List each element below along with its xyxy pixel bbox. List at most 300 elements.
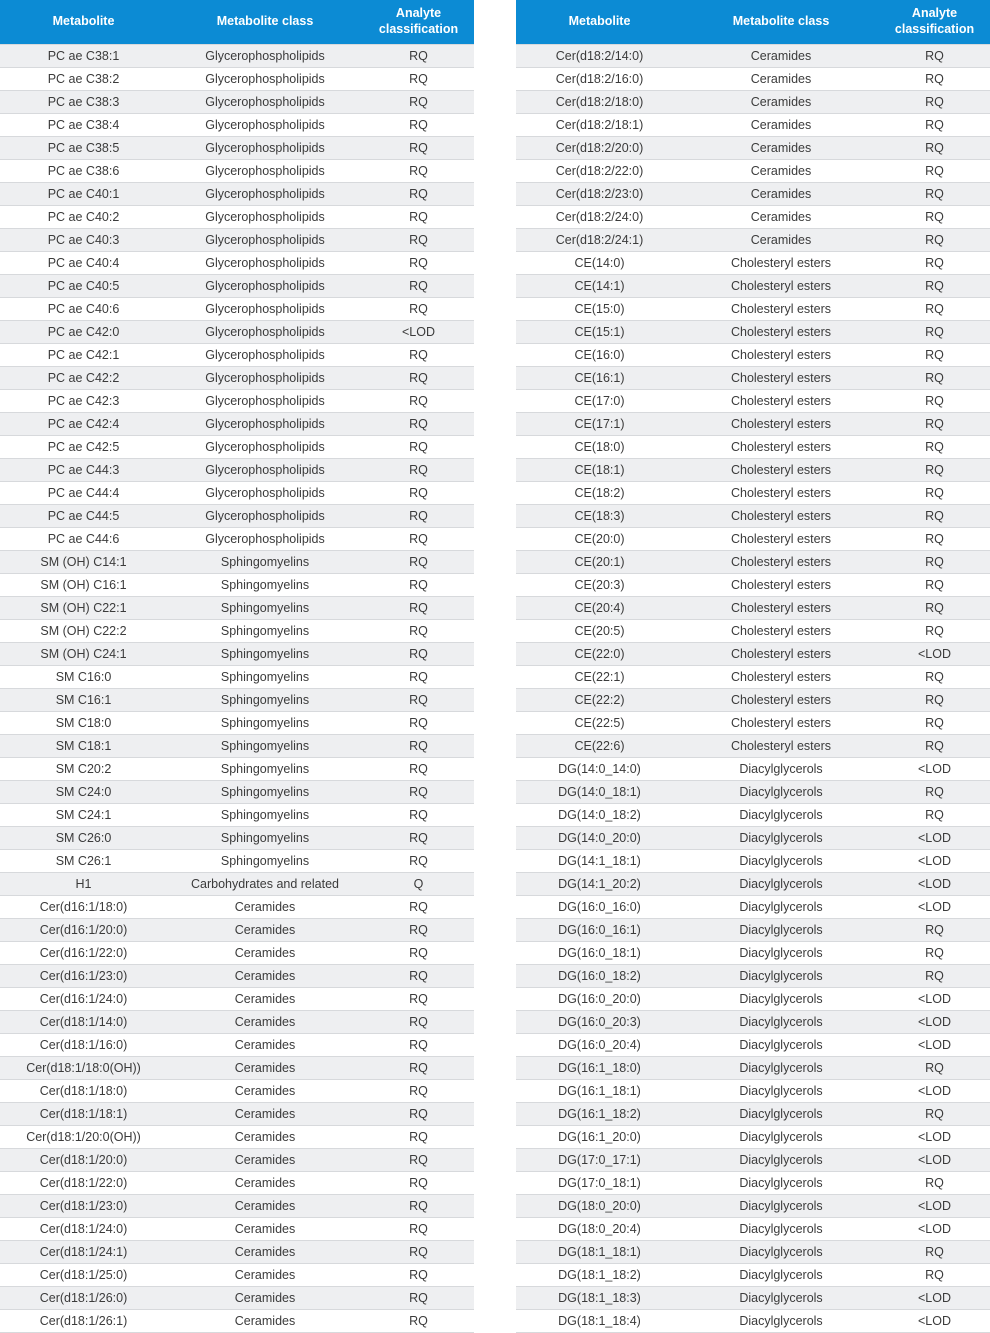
cell-analyte-classification: RQ [363,780,474,803]
cell-metabolite-class: Ceramides [167,964,363,987]
cell-metabolite-class: Cholesteryl esters [683,527,879,550]
cell-metabolite-class: Sphingomyelins [167,596,363,619]
table-row [0,251,474,274]
cell-metabolite: Cer(d18:1/26:0) [0,1286,167,1309]
table-row [0,596,474,619]
analyte-line-2: classification [378,21,459,36]
cell-metabolite: CE(18:3) [516,504,683,527]
table-row [0,1010,474,1033]
cell-metabolite-class: Glycerophospholipids [167,481,363,504]
table-row [0,44,474,67]
table-row [516,458,990,481]
cell-metabolite: PC ae C44:6 [0,527,167,550]
cell-metabolite-class: Sphingomyelins [167,665,363,688]
table-row [516,918,990,941]
cell-analyte-classification: RQ [363,343,474,366]
cell-metabolite-class: Ceramides [167,1194,363,1217]
cell-metabolite-class: Ceramides [167,1010,363,1033]
cell-analyte-classification: RQ [363,274,474,297]
table-row [0,228,474,251]
cell-analyte-classification: RQ [879,711,990,734]
table-row [0,711,474,734]
cell-metabolite-class: Sphingomyelins [167,642,363,665]
table-row [516,182,990,205]
cell-metabolite-class: Ceramides [167,1309,363,1332]
cell-metabolite: CE(22:5) [516,711,683,734]
cell-analyte-classification: <LOD [879,1079,990,1102]
cell-metabolite: CE(22:1) [516,665,683,688]
cell-metabolite: SM (OH) C22:1 [0,596,167,619]
cell-metabolite-class: Diacylglycerols [683,1171,879,1194]
cell-analyte-classification: <LOD [879,849,990,872]
cell-metabolite: Cer(d16:1/18:0) [0,895,167,918]
table-row [516,113,990,136]
table-row [516,343,990,366]
cell-metabolite-class: Glycerophospholipids [167,251,363,274]
cell-metabolite-class: Cholesteryl esters [683,297,879,320]
table-row [0,458,474,481]
cell-metabolite: Cer(d18:2/18:1) [516,113,683,136]
column-header-analyte-classification [363,0,474,44]
cell-metabolite-class: Cholesteryl esters [683,366,879,389]
cell-metabolite-class: Glycerophospholipids [167,320,363,343]
cell-analyte-classification: RQ [363,1171,474,1194]
cell-metabolite: CE(16:0) [516,343,683,366]
cell-metabolite: PC ae C44:5 [0,504,167,527]
cell-metabolite: DG(14:0_20:0) [516,826,683,849]
table-row [516,849,990,872]
table-row [516,987,990,1010]
cell-analyte-classification: RQ [363,504,474,527]
table-row [0,1194,474,1217]
cell-analyte-classification: RQ [363,251,474,274]
cell-analyte-classification: RQ [363,573,474,596]
cell-metabolite: Cer(d18:2/23:0) [516,182,683,205]
cell-metabolite: DG(16:1_20:0) [516,1125,683,1148]
cell-metabolite: Cer(d18:2/18:0) [516,90,683,113]
cell-metabolite: Cer(d18:1/23:0) [0,1194,167,1217]
analyte-line-1: Analyte [395,6,442,21]
cell-analyte-classification: RQ [879,228,990,251]
cell-analyte-classification: RQ [879,205,990,228]
cell-metabolite: DG(16:0_18:2) [516,964,683,987]
table-row [516,366,990,389]
cell-metabolite: CE(22:6) [516,734,683,757]
cell-metabolite: Cer(d16:1/23:0) [0,964,167,987]
cell-metabolite: PC ae C38:6 [0,159,167,182]
cell-metabolite: DG(18:1_18:3) [516,1286,683,1309]
left-table-wrapper [0,0,474,1333]
table-row [516,895,990,918]
cell-metabolite: Cer(d18:2/20:0) [516,136,683,159]
table-row [0,1217,474,1240]
cell-metabolite: PC ae C40:2 [0,205,167,228]
cell-analyte-classification: RQ [363,895,474,918]
cell-analyte-classification: RQ [879,435,990,458]
table-header-left [0,0,474,44]
cell-analyte-classification: RQ [879,297,990,320]
table-row [0,412,474,435]
cell-metabolite-class: Cholesteryl esters [683,458,879,481]
cell-metabolite-class: Diacylglycerols [683,1033,879,1056]
cell-metabolite: DG(14:0_18:2) [516,803,683,826]
table-row [0,1263,474,1286]
cell-metabolite: PC ae C38:4 [0,113,167,136]
cell-metabolite-class: Sphingomyelins [167,711,363,734]
table-row [516,504,990,527]
table-row [0,849,474,872]
table-header-right [516,0,990,44]
cell-metabolite-class: Glycerophospholipids [167,274,363,297]
cell-analyte-classification: RQ [879,1102,990,1125]
table-row [516,665,990,688]
cell-analyte-classification: RQ [879,182,990,205]
table-row [0,1125,474,1148]
cell-metabolite-class: Sphingomyelins [167,688,363,711]
cell-analyte-classification: RQ [363,1079,474,1102]
cell-analyte-classification: RQ [879,918,990,941]
cell-metabolite: PC ae C38:2 [0,67,167,90]
cell-analyte-classification: RQ [879,504,990,527]
cell-metabolite: CE(22:0) [516,642,683,665]
cell-metabolite: PC ae C42:5 [0,435,167,458]
cell-metabolite: SM C24:1 [0,803,167,826]
cell-analyte-classification: Q [363,872,474,895]
cell-analyte-classification: RQ [363,389,474,412]
table-row [516,67,990,90]
table-row [0,182,474,205]
cell-metabolite: DG(16:0_20:3) [516,1010,683,1033]
cell-metabolite-class: Glycerophospholipids [167,343,363,366]
cell-metabolite-class: Ceramides [683,44,879,67]
cell-metabolite-class: Ceramides [167,1171,363,1194]
table-row [0,1240,474,1263]
cell-metabolite-class: Diacylglycerols [683,780,879,803]
table-row [0,642,474,665]
table-row [0,826,474,849]
cell-metabolite: SM C16:1 [0,688,167,711]
table-row [516,550,990,573]
cell-metabolite-class: Glycerophospholipids [167,297,363,320]
cell-metabolite: SM (OH) C14:1 [0,550,167,573]
cell-metabolite: DG(16:1_18:1) [516,1079,683,1102]
cell-analyte-classification: RQ [879,688,990,711]
column-header-metabolite: Metabolite [516,0,683,44]
cell-metabolite: CE(17:0) [516,389,683,412]
table-row [0,665,474,688]
table-row [516,573,990,596]
table-row [0,941,474,964]
cell-metabolite: PC ae C38:5 [0,136,167,159]
table-row [0,159,474,182]
cell-metabolite: PC ae C44:3 [0,458,167,481]
cell-analyte-classification: <LOD [879,895,990,918]
column-header-metabolite: Metabolite [0,0,167,44]
cell-metabolite-class: Glycerophospholipids [167,67,363,90]
cell-metabolite-class: Ceramides [167,987,363,1010]
cell-metabolite-class: Cholesteryl esters [683,642,879,665]
table-row [516,1033,990,1056]
cell-analyte-classification: RQ [363,734,474,757]
cell-metabolite: Cer(d18:1/24:1) [0,1240,167,1263]
table-row [516,44,990,67]
cell-metabolite-class: Diacylglycerols [683,987,879,1010]
cell-metabolite-class: Cholesteryl esters [683,343,879,366]
cell-metabolite: DG(14:1_18:1) [516,849,683,872]
cell-metabolite: SM (OH) C16:1 [0,573,167,596]
table-row [516,274,990,297]
cell-analyte-classification: RQ [879,1171,990,1194]
cell-analyte-classification: RQ [363,481,474,504]
cell-metabolite: CE(18:0) [516,435,683,458]
table-row [0,734,474,757]
cell-analyte-classification: RQ [363,711,474,734]
cell-metabolite-class: Cholesteryl esters [683,389,879,412]
cell-analyte-classification: RQ [363,412,474,435]
cell-analyte-classification: RQ [879,527,990,550]
cell-analyte-classification: <LOD [879,1309,990,1332]
cell-metabolite: Cer(d18:1/26:1) [0,1309,167,1332]
cell-metabolite: CE(20:3) [516,573,683,596]
cell-metabolite: CE(20:5) [516,619,683,642]
cell-metabolite: PC ae C38:3 [0,90,167,113]
cell-analyte-classification: RQ [363,136,474,159]
cell-metabolite: Cer(d18:2/24:1) [516,228,683,251]
cell-metabolite-class: Ceramides [683,67,879,90]
table-row [0,1056,474,1079]
table-row [516,734,990,757]
cell-metabolite-class: Sphingomyelins [167,849,363,872]
cell-metabolite: DG(16:1_18:2) [516,1102,683,1125]
table-row [516,872,990,895]
cell-analyte-classification: RQ [879,159,990,182]
table-row [516,1056,990,1079]
cell-analyte-classification: RQ [879,619,990,642]
cell-metabolite-class: Ceramides [167,1079,363,1102]
cell-metabolite: DG(18:0_20:4) [516,1217,683,1240]
table-row [516,642,990,665]
cell-analyte-classification: RQ [879,366,990,389]
cell-metabolite: DG(14:0_14:0) [516,757,683,780]
cell-metabolite: Cer(d18:1/22:0) [0,1171,167,1194]
table-row [0,366,474,389]
cell-metabolite: PC ae C42:1 [0,343,167,366]
cell-analyte-classification: RQ [879,734,990,757]
cell-analyte-classification: RQ [879,941,990,964]
cell-analyte-classification: <LOD [879,1125,990,1148]
cell-analyte-classification: RQ [879,665,990,688]
cell-analyte-classification: RQ [879,481,990,504]
cell-analyte-classification: <LOD [879,1217,990,1240]
cell-metabolite: CE(16:1) [516,366,683,389]
cell-analyte-classification: RQ [363,228,474,251]
header-row [0,0,474,44]
table-row [516,1079,990,1102]
table-row [0,964,474,987]
table-body-right [516,44,990,1332]
table-row [0,1079,474,1102]
column-header-metabolite-class: Metabolite class [167,0,363,44]
cell-metabolite-class: Ceramides [167,1240,363,1263]
table-row [516,527,990,550]
cell-analyte-classification: RQ [879,550,990,573]
cell-analyte-classification: RQ [879,320,990,343]
cell-analyte-classification: RQ [363,205,474,228]
cell-metabolite: CE(18:1) [516,458,683,481]
cell-metabolite-class: Glycerophospholipids [167,90,363,113]
cell-analyte-classification: RQ [363,596,474,619]
cell-metabolite-class: Sphingomyelins [167,780,363,803]
table-row [0,1102,474,1125]
cell-analyte-classification: RQ [363,1263,474,1286]
cell-metabolite-class: Glycerophospholipids [167,458,363,481]
cell-metabolite: PC ae C42:0 [0,320,167,343]
cell-metabolite-class: Glycerophospholipids [167,228,363,251]
cell-metabolite-class: Diacylglycerols [683,918,879,941]
cell-metabolite: Cer(d18:1/16:0) [0,1033,167,1056]
cell-analyte-classification: RQ [363,527,474,550]
cell-metabolite: PC ae C40:5 [0,274,167,297]
cell-analyte-classification: <LOD [879,1286,990,1309]
analyte-line-1: Analyte [911,6,958,21]
cell-metabolite-class: Cholesteryl esters [683,550,879,573]
table-row [0,504,474,527]
cell-metabolite: Cer(d16:1/22:0) [0,941,167,964]
cell-metabolite-class: Sphingomyelins [167,826,363,849]
table-row [516,757,990,780]
cell-metabolite: DG(17:0_17:1) [516,1148,683,1171]
cell-analyte-classification: RQ [879,596,990,619]
cell-metabolite: DG(18:0_20:0) [516,1194,683,1217]
table-row [516,159,990,182]
cell-metabolite: DG(16:0_20:0) [516,987,683,1010]
table-row [516,826,990,849]
table-row [0,757,474,780]
table-row [516,1240,990,1263]
cell-metabolite: DG(18:1_18:1) [516,1240,683,1263]
cell-metabolite-class: Diacylglycerols [683,1010,879,1033]
table-row [0,688,474,711]
cell-metabolite-class: Diacylglycerols [683,941,879,964]
cell-analyte-classification: <LOD [879,642,990,665]
metabolite-table-right [516,0,990,1333]
cell-metabolite-class: Glycerophospholipids [167,113,363,136]
table-row [0,297,474,320]
cell-metabolite-class: Cholesteryl esters [683,251,879,274]
cell-metabolite-class: Cholesteryl esters [683,573,879,596]
table-row [516,435,990,458]
cell-analyte-classification: <LOD [879,1033,990,1056]
table-row [516,711,990,734]
cell-metabolite-class: Ceramides [683,228,879,251]
cell-analyte-classification: RQ [363,90,474,113]
table-row [516,803,990,826]
cell-metabolite: Cer(d18:1/20:0) [0,1148,167,1171]
cell-metabolite-class: Cholesteryl esters [683,412,879,435]
table-row [0,67,474,90]
cell-analyte-classification: RQ [879,251,990,274]
cell-analyte-classification: <LOD [879,872,990,895]
table-row [0,872,474,895]
cell-metabolite-class: Ceramides [167,1056,363,1079]
cell-metabolite: Cer(d18:2/24:0) [516,205,683,228]
metabolite-table-left [0,0,474,1333]
cell-analyte-classification: RQ [363,1286,474,1309]
cell-metabolite-class: Diacylglycerols [683,1263,879,1286]
cell-analyte-classification: <LOD [879,1194,990,1217]
cell-analyte-classification: RQ [363,1033,474,1056]
cell-metabolite: Cer(d18:1/18:0) [0,1079,167,1102]
table-row [0,918,474,941]
table-row [516,1102,990,1125]
cell-metabolite: CE(18:2) [516,481,683,504]
cell-analyte-classification: RQ [363,619,474,642]
cell-metabolite-class: Ceramides [683,113,879,136]
cell-analyte-classification: RQ [363,1148,474,1171]
cell-metabolite-class: Ceramides [167,895,363,918]
cell-metabolite-class: Sphingomyelins [167,619,363,642]
cell-analyte-classification: <LOD [879,1148,990,1171]
cell-analyte-classification: RQ [363,1240,474,1263]
table-row [516,596,990,619]
cell-metabolite: Cer(d18:1/20:0(OH)) [0,1125,167,1148]
analyte-line-2: classification [894,21,975,36]
cell-analyte-classification: RQ [363,1125,474,1148]
column-header-analyte-classification [879,0,990,44]
table-row [0,1309,474,1332]
right-table-wrapper [516,0,990,1333]
cell-metabolite-class: Cholesteryl esters [683,665,879,688]
cell-metabolite-class: Ceramides [167,1125,363,1148]
table-row [0,1171,474,1194]
cell-analyte-classification: RQ [363,964,474,987]
table-row [0,90,474,113]
cell-metabolite-class: Cholesteryl esters [683,688,879,711]
cell-analyte-classification: RQ [879,458,990,481]
cell-metabolite-class: Diacylglycerols [683,1079,879,1102]
cell-metabolite: DG(14:1_20:2) [516,872,683,895]
cell-metabolite: CE(20:1) [516,550,683,573]
table-row [0,780,474,803]
cell-metabolite-class: Glycerophospholipids [167,44,363,67]
table-row [516,251,990,274]
table-row [0,1286,474,1309]
table-row [516,481,990,504]
table-row [0,803,474,826]
cell-metabolite: PC ae C40:1 [0,182,167,205]
cell-metabolite: Cer(d16:1/24:0) [0,987,167,1010]
cell-metabolite-class: Ceramides [683,136,879,159]
table-row [516,941,990,964]
table-row [0,113,474,136]
table-row [516,228,990,251]
cell-metabolite: SM (OH) C24:1 [0,642,167,665]
cell-analyte-classification: RQ [363,366,474,389]
cell-analyte-classification: RQ [879,780,990,803]
cell-analyte-classification: RQ [879,573,990,596]
cell-metabolite-class: Glycerophospholipids [167,389,363,412]
cell-metabolite: CE(14:0) [516,251,683,274]
table-row [0,895,474,918]
table-row [0,1033,474,1056]
cell-analyte-classification: RQ [879,67,990,90]
cell-metabolite-class: Diacylglycerols [683,1217,879,1240]
cell-metabolite-class: Glycerophospholipids [167,527,363,550]
table-row [0,527,474,550]
table-body-left [0,44,474,1332]
cell-metabolite-class: Glycerophospholipids [167,159,363,182]
cell-metabolite: PC ae C42:4 [0,412,167,435]
